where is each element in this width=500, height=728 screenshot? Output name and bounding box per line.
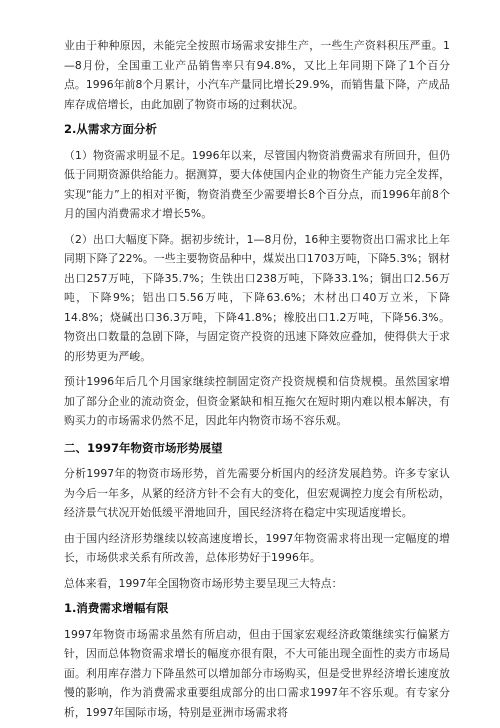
heading-demand-analysis: 2.从需求方面分析: [64, 122, 157, 136]
heading-outlook-1997: 二、1997年物资市场形势展望: [64, 440, 223, 455]
paragraph-consumption-detail: 1997年物资市场需求虽然有所启动，但由于国家宏观经济政策继续实行偏紧方针，因而总体物资需求增长的幅度亦很有限，不大可能出现全面性的卖方市场局面。利用库存潜力下降虽然可以增加部分市场购买，但是受世界经济增长速度放慢的影响，作为消费需求重要组成部分的出口需求1997年不容乐观。有专家分析，1997年国际市场，特别是亚洲市场需求将: [64, 627, 450, 719]
paragraph-supply-analysis-end: 业由于种种原因，未能完全按照市场需求安排生产，一些生产资料积压严重。1—8月份，全国重工业产品销售率只有94.8%，又比上年同期下降了1个百分点。1996年前8个月累计，小汽车产量同比增长29.9%，而销售量下降，产成品库存成倍增长，由此加剧了物资市场的过剩状况。: [64, 39, 450, 111]
document-body: [64, 36, 450, 728]
paragraph-three-features: 总体来看，1997年全国物资市场形势主要呈现三大特点：: [64, 576, 343, 590]
paragraph-forecast-1996: 预计1996年后几个月国家继续控制固定资产投资规模和信贷规模。虽然国家增加了部分企业的流动资金，但资金紧缺和相互拖欠在短时期内难以根本解决，有购买力的市场需求仍然不足，因此年内物资市场不容乐观。: [64, 375, 450, 427]
heading-consumption-demand: 1.消费需求增幅有限: [64, 601, 169, 615]
paragraph-outlook-intro: 分析1997年的物资市场形势，首先需要分析国内的经济发展趋势。许多专家认为今后一年多，从紧的经济方针不会有大的变化，但宏观调控力度会有所松动，经济景气状况开始低缓平滑地回升，国民经济将在稳定中实现适度增长。: [64, 467, 450, 519]
paragraph-export-decline: （2）出口大幅度下降。据初步统计，1—8月份，16种主要物资出口需求比上年同期下降了22%。一些主要物资品种中，煤炭出口1703万吨，下降5.3%；钢材出口257万吨，下降35.7%；生铁出口238万吨，下降33.1%；铜出口2.56万吨，下降9%；铝出口5.56万吨，下降63.6%；木材出口40万立米，下降14.8%；烧碱出口36.3万吨，下降41.8%；橡胶出口1.2万吨，下降56.3%。物资出口数量的急剧下降，与固定资产投资的迅速下降效应叠加，使得供大于求的形势更为严峻。: [64, 232, 450, 363]
paragraph-growth-demand: 由于国内经济形势继续以较高速度增长，1997年物资需求将出现一定幅度的增长，市场供求关系有所改善，总体形势好于1996年。: [64, 531, 450, 564]
paragraph-demand-insufficient: （1）物资需求明显不足。1996年以来，尽管国内物资消费需求有所回升，但仍低于同期资源供给能力。据测算，要大体使国内企业的物资生产能力完全发挥，实现“能力”上的相对平衡，物资消费至少需要增长8个百分点，而1996年前8个月的国内消费需求才增长5%。: [64, 148, 450, 220]
